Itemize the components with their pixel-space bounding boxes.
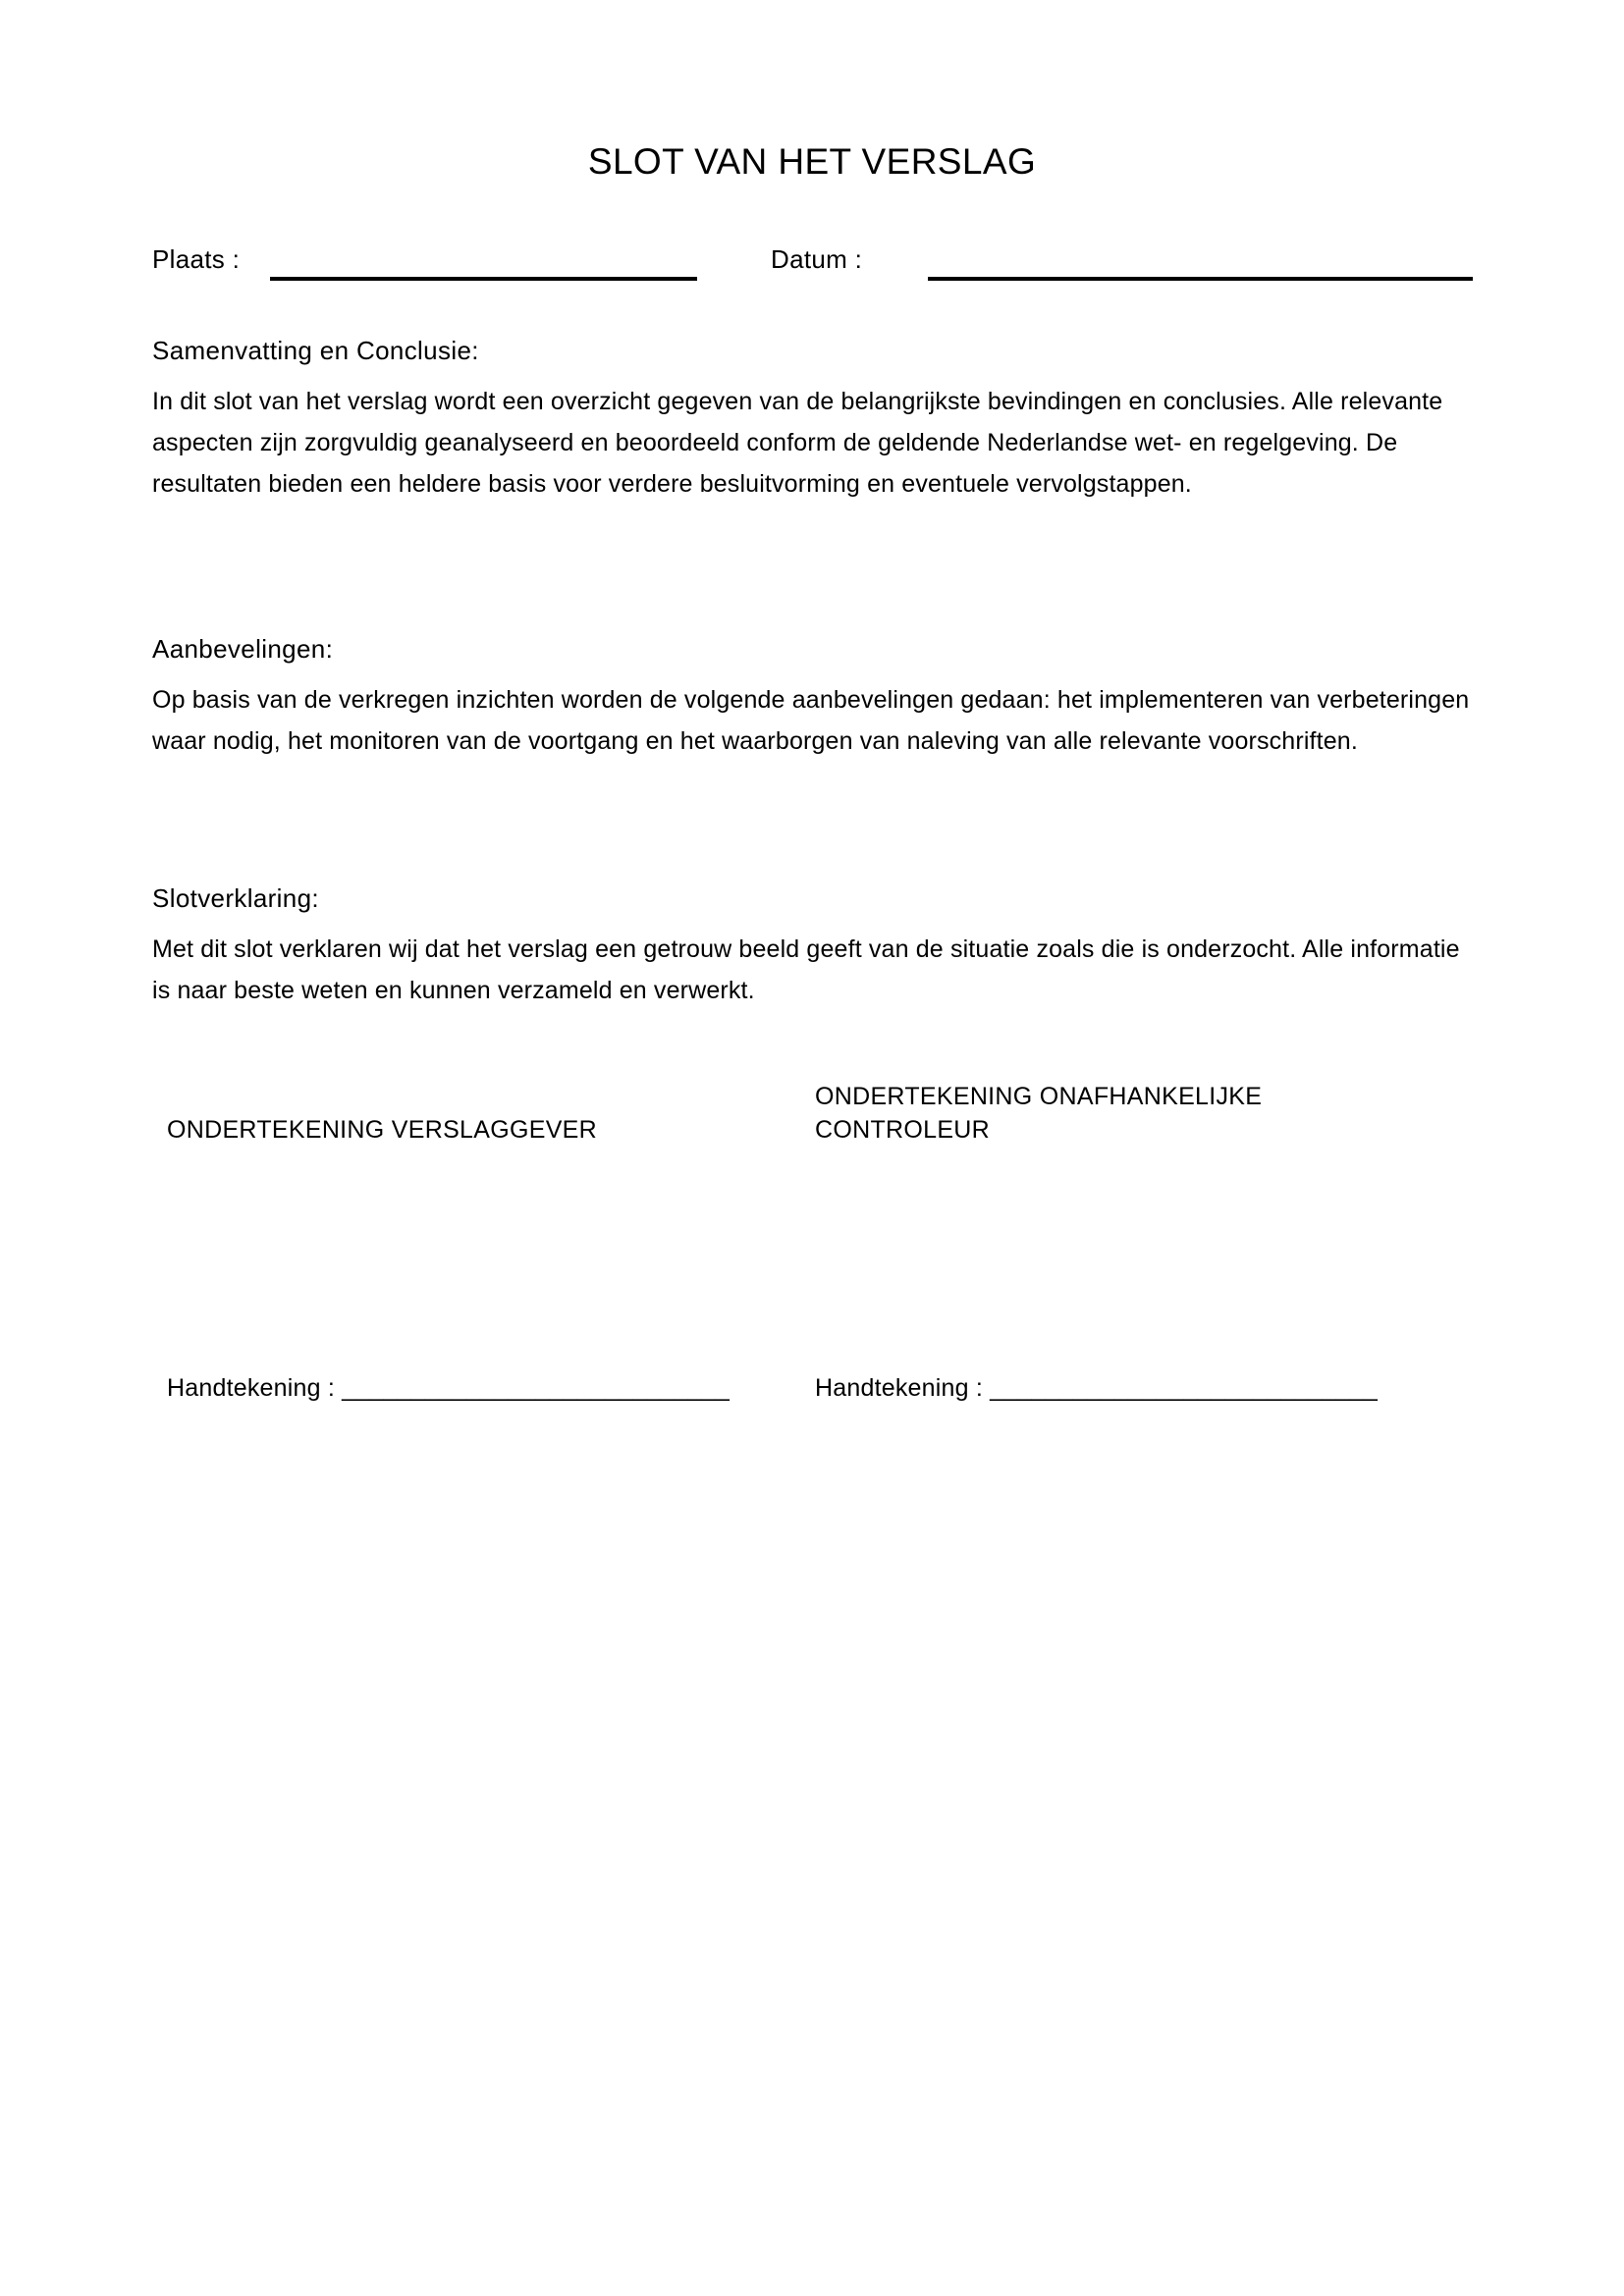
page-title: SLOT VAN HET VERSLAG xyxy=(587,140,1037,182)
section-heading: Samenvatting en Conclusie: xyxy=(152,336,479,365)
signature-block-verslaggever xyxy=(167,1080,776,1433)
section-body: Met dit slot verklaren wij dat het verslag een getrouw beeld geeft van de situatie zoals die is onderzocht. Alle informatie is naar beste weten en kunnen verzameld en verwerkt. xyxy=(152,935,1460,1004)
datum-label: Datum : xyxy=(771,244,863,274)
section-samenvatting-en-conclusie xyxy=(152,334,1473,505)
plaats-input-rule[interactable] xyxy=(270,277,697,281)
signature-area xyxy=(167,1080,1483,1433)
signature-title: ONDERTEKENING VERSLAGGEVER xyxy=(167,1116,597,1144)
signature-line[interactable]: Handtekening : ____________________________ xyxy=(815,1374,1379,1402)
section-body: In dit slot van het verslag wordt een overzicht gegeven van de belangrijkste bevindingen en conclusies. Alle relevante aspecten zijn zorgvuldig geanalyseerd en beoordeeld conform de geldende Nederlandse wet- en regelgeving. De resultaten bieden een heldere basis voor verdere besluitvorming en eventuele vervolgstappen. xyxy=(152,388,1443,498)
datum-input-rule[interactable] xyxy=(928,277,1473,281)
signature-title: ONDERTEKENING ONAFHANKELIJKE CONTROLEUR xyxy=(815,1083,1263,1144)
signature-block-onafhankelijke-controleur xyxy=(815,1080,1424,1433)
section-heading: Aanbevelingen: xyxy=(152,634,334,664)
section-heading: Slotverklaring: xyxy=(152,883,319,913)
plaats-label: Plaats : xyxy=(152,244,241,274)
section-body: Op basis van de verkregen inzichten worden de volgende aanbevelingen gedaan: het implementeren van verbeteringen waar nodig, het monitoren van de voortgang en het waarborgen van naleving van alle relevante voorschriften. xyxy=(152,686,1470,755)
place-date-row xyxy=(152,243,1473,289)
section-slotverklaring xyxy=(152,881,1473,1011)
signature-line[interactable]: Handtekening : ____________________________ xyxy=(167,1374,731,1402)
section-aanbevelingen xyxy=(152,632,1473,762)
